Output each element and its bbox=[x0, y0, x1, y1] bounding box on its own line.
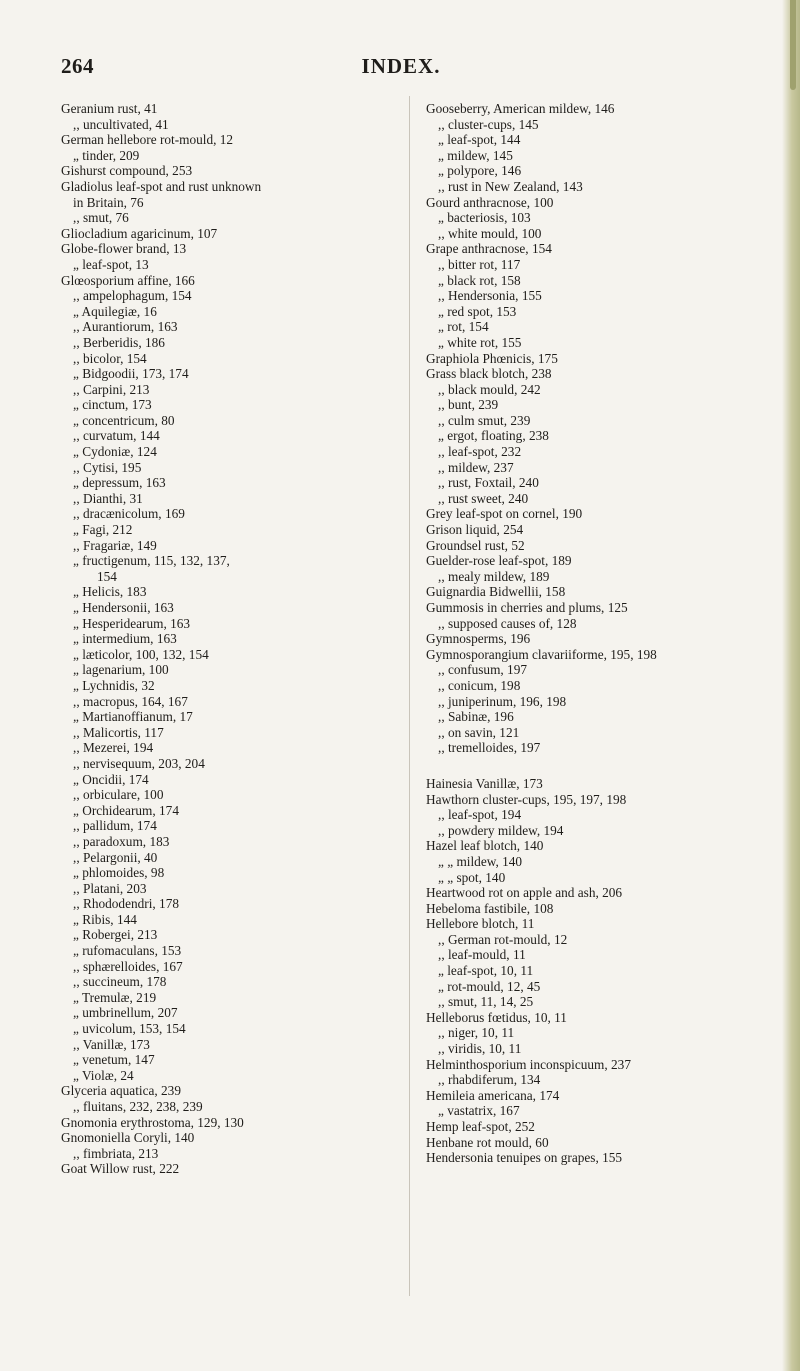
index-subentry: „ Martianoffianum, 17 bbox=[73, 709, 193, 725]
index-subentry: ,, rust, Foxtail, 240 bbox=[438, 475, 539, 491]
index-entry: Guignardia Bidwellii, 158 bbox=[426, 584, 566, 600]
index-subentry: „ Violæ, 24 bbox=[73, 1067, 134, 1083]
index-subentry: „ white rot, 155 bbox=[438, 334, 522, 350]
index-subentry: „ leaf-spot, 144 bbox=[438, 132, 521, 148]
index-entry: Gourd anthracnose, 100 bbox=[426, 194, 554, 210]
index-subentry: ,, Sabinæ, 196 bbox=[438, 709, 514, 725]
index-subentry: „ Helicis, 183 bbox=[73, 584, 147, 600]
index-entry: Hawthorn cluster-cups, 195, 197, 198 bbox=[426, 791, 627, 807]
index-entry: Gymnosporangium clavariiforme, 195, 198 bbox=[426, 646, 657, 662]
index-entry: Guelder-rose leaf-spot, 189 bbox=[426, 553, 572, 569]
index-subentry: ,, Aurantiorum, 163 bbox=[73, 319, 178, 335]
index-subentry: ,, rust in New Zealand, 143 bbox=[438, 178, 583, 194]
index-subentry: ,, leaf-spot, 194 bbox=[438, 807, 522, 823]
index-subentry: ,, German rot-mould, 12 bbox=[438, 931, 568, 947]
index-subentry: „ red spot, 153 bbox=[438, 303, 517, 319]
index-subentry: ,, Vanillæ, 173 bbox=[73, 1036, 150, 1052]
index-subentry: ,, bunt, 239 bbox=[438, 397, 499, 413]
index-subentry: ,, white mould, 100 bbox=[438, 225, 542, 241]
index-subentry: ,, Fragariæ, 149 bbox=[73, 537, 157, 553]
page-edge-mark bbox=[790, 0, 796, 90]
index-entry: Grey leaf-spot on cornel, 190 bbox=[426, 506, 583, 522]
index-subentry: ,, uncultivated, 41 bbox=[73, 116, 169, 132]
index-subentry: ,, bitter rot, 117 bbox=[438, 256, 521, 272]
index-subentry: ,, macropus, 164, 167 bbox=[73, 693, 188, 709]
page-header bbox=[61, 54, 741, 84]
index-subentry: ,, curvatum, 144 bbox=[73, 428, 160, 444]
index-subentry: „ leaf-spot, 13 bbox=[73, 256, 149, 272]
index-subentry: „ „ mildew, 140 bbox=[438, 853, 523, 869]
index-entry: Grass black blotch, 238 bbox=[426, 366, 552, 382]
index-entry: Hazel leaf blotch, 140 bbox=[426, 838, 544, 854]
index-subentry: ,, leaf-mould, 11 bbox=[438, 947, 526, 963]
page-number: 264 bbox=[61, 54, 94, 78]
index-entry: Gnomonia erythrostoma, 129, 130 bbox=[61, 1114, 244, 1130]
index-subentry: „ lagenarium, 100 bbox=[73, 662, 169, 678]
index-subentry: „ ergot, floating, 238 bbox=[438, 428, 549, 444]
index-subentry: 154 bbox=[97, 568, 117, 584]
index-subentry: ,, viridis, 10, 11 bbox=[438, 1041, 522, 1057]
section-gap bbox=[426, 756, 766, 776]
index-subentry: ,, Rhododendri, 178 bbox=[73, 896, 179, 912]
index-entry: Gummosis in cherries and plums, 125 bbox=[426, 600, 628, 615]
index-subentry: ,, bicolor, 154 bbox=[73, 350, 147, 366]
running-title: INDEX. bbox=[361, 54, 441, 78]
index-entry: Heartwood rot on apple and ash, 206 bbox=[426, 885, 623, 901]
index-subentry: „ vastatrix, 167 bbox=[438, 1103, 520, 1119]
index-subentry: „ rot, 154 bbox=[438, 319, 489, 335]
index-subentry: ,, paradoxum, 183 bbox=[73, 833, 170, 849]
index-entry: Goat Willow rust, 222 bbox=[61, 1161, 180, 1177]
index-subentry: ,, dracænicolum, 169 bbox=[73, 506, 185, 522]
index-subentry: ,, supposed causes of, 128 bbox=[438, 615, 577, 631]
index-subentry: ,, smut, 76 bbox=[73, 210, 129, 226]
index-subentry: ,, conicum, 198 bbox=[438, 677, 521, 693]
index-entry: Glyceria aquatica, 239 bbox=[61, 1083, 181, 1099]
index-entry: Helleborus fœtidus, 10, 11 bbox=[426, 1009, 567, 1025]
column-divider bbox=[409, 96, 410, 1296]
index-entry: Gnomoniella Coryli, 140 bbox=[61, 1130, 195, 1146]
index-subentry: „ fructigenum, 115, 132, 137, bbox=[73, 553, 230, 569]
index-subentry: ,, fimbriata, 213 bbox=[73, 1145, 159, 1161]
index-subentry: ,, Platani, 203 bbox=[73, 880, 147, 896]
index-subentry: ,, Malicortis, 117 bbox=[73, 724, 164, 740]
index-entry: Gishurst compound, 253 bbox=[61, 163, 193, 179]
index-subentry: ,, Carpini, 213 bbox=[73, 381, 150, 397]
index-entry: Glœosporium affine, 166 bbox=[61, 272, 195, 288]
index-subentry: ,, Mezerei, 194 bbox=[73, 740, 154, 756]
index-subentry: ,, tremelloides, 197 bbox=[438, 740, 541, 756]
index-entry: Hemileia americana, 174 bbox=[426, 1087, 560, 1103]
index-subentry: ,, smut, 11, 14, 25 bbox=[438, 994, 534, 1010]
index-subentry: „ Robergei, 213 bbox=[73, 927, 158, 943]
index-subentry: „ rufomaculans, 153 bbox=[73, 943, 182, 959]
index-subentry: „ venetum, 147 bbox=[73, 1052, 155, 1068]
index-column-right bbox=[426, 101, 766, 1166]
index-subentry: „ tinder, 209 bbox=[73, 147, 140, 163]
index-subentry: ,, Cytisi, 195 bbox=[73, 459, 142, 475]
index-entry: Hainesia Vanillæ, 173 bbox=[426, 775, 543, 791]
index-subentry: „ phlomoides, 98 bbox=[73, 865, 165, 881]
index-subentry: ,, rhabdiferum, 134 bbox=[438, 1072, 541, 1088]
page-edge bbox=[782, 0, 800, 1371]
index-subentry: ,, black mould, 242 bbox=[438, 381, 541, 397]
index-subentry: „ polypore, 146 bbox=[438, 163, 522, 179]
index-subentry: ,, rust sweet, 240 bbox=[438, 490, 529, 506]
index-subentry: „ Hendersonii, 163 bbox=[73, 600, 174, 615]
index-entry: Henbane rot mould, 60 bbox=[426, 1134, 549, 1150]
index-entry: Graphiola Phœnicis, 175 bbox=[426, 350, 558, 366]
index-subentry: „ leaf-spot, 10, 11 bbox=[438, 963, 534, 979]
index-subentry: „ Oncidii, 174 bbox=[73, 771, 149, 787]
index-subentry: „ concentricum, 80 bbox=[73, 412, 175, 428]
index-subentry: „ læticolor, 100, 132, 154 bbox=[73, 646, 209, 662]
index-subentry: „ umbrinellum, 207 bbox=[73, 1005, 178, 1021]
index-subentry: in Britain, 76 bbox=[73, 194, 144, 210]
index-subentry: ,, Pelargonii, 40 bbox=[73, 849, 158, 865]
index-entry: Gliocladium agaricinum, 107 bbox=[61, 225, 218, 241]
index-entry: Hellebore blotch, 11 bbox=[426, 916, 535, 932]
index-subentry: ,, sphærelloides, 167 bbox=[73, 958, 183, 974]
index-subentry: „ mildew, 145 bbox=[438, 147, 513, 163]
index-subentry: ,, succineum, 178 bbox=[73, 974, 167, 990]
index-entry: Gymnosperms, 196 bbox=[426, 631, 531, 647]
index-subentry: „ intermedium, 163 bbox=[73, 631, 177, 647]
index-entry: Grison liquid, 254 bbox=[426, 522, 524, 538]
index-subentry: ,, culm smut, 239 bbox=[438, 412, 531, 428]
index-subentry: „ bacteriosis, 103 bbox=[438, 210, 531, 226]
index-subentry: ,, pallidum, 174 bbox=[73, 818, 157, 834]
index-entry: Helminthosporium inconspicuum, 237 bbox=[426, 1056, 631, 1072]
index-subentry: ,, ampelophagum, 154 bbox=[73, 288, 192, 304]
index-subentry: ,, orbiculare, 100 bbox=[73, 787, 164, 803]
index-entry: Geranium rust, 41 bbox=[61, 101, 158, 116]
index-subentry: „ Orchidearum, 174 bbox=[73, 802, 179, 818]
index-subentry: ,, mildew, 237 bbox=[438, 459, 514, 475]
index-entry: Groundsel rust, 52 bbox=[426, 537, 525, 553]
index-subentry: „ Fagi, 212 bbox=[73, 522, 133, 538]
index-subentry: „ cinctum, 173 bbox=[73, 397, 152, 413]
index-entry: Gladiolus leaf-spot and rust unknown bbox=[61, 178, 262, 194]
index-subentry: „ Cydoniæ, 124 bbox=[73, 444, 157, 460]
index-subentry: „ Hesperidearum, 163 bbox=[73, 615, 191, 631]
index-subentry: ,, mealy mildew, 189 bbox=[438, 568, 550, 584]
index-column-left bbox=[61, 101, 399, 1177]
index-subentry: „ Lychnidis, 32 bbox=[73, 677, 155, 693]
index-subentry: „ Bidgoodii, 173, 174 bbox=[73, 366, 189, 382]
index-subentry: ,, confusum, 197 bbox=[438, 662, 528, 678]
index-subentry: „ uvicolum, 153, 154 bbox=[73, 1021, 186, 1037]
index-subentry: „ „ spot, 140 bbox=[438, 869, 506, 885]
index-subentry: „ Aquilegiæ, 16 bbox=[73, 303, 157, 319]
index-subentry: „ Tremulæ, 219 bbox=[73, 989, 157, 1005]
index-entry: Globe-flower brand, 13 bbox=[61, 241, 187, 257]
index-subentry: ,, on savin, 121 bbox=[438, 724, 520, 740]
index-entry: Grape anthracnose, 154 bbox=[426, 241, 552, 257]
index-subentry: ,, leaf-spot, 232 bbox=[438, 444, 522, 460]
index-subentry: ,, nervisequum, 203, 204 bbox=[73, 755, 205, 771]
index-subentry: „ Ribis, 144 bbox=[73, 911, 137, 927]
index-entry: Hemp leaf-spot, 252 bbox=[426, 1119, 535, 1134]
index-subentry: ,, Dianthi, 31 bbox=[73, 490, 143, 506]
index-subentry: ,, powdery mildew, 194 bbox=[438, 822, 564, 838]
index-entry: German hellebore rot-mould, 12 bbox=[61, 132, 234, 148]
index-subentry: ,, fluitans, 232, 238, 239 bbox=[73, 1099, 203, 1114]
index-subentry: ,, cluster-cups, 145 bbox=[438, 116, 539, 132]
index-subentry: ,, juniperinum, 196, 198 bbox=[438, 693, 567, 709]
index-entry: Hendersonia tenuipes on grapes, 155 bbox=[426, 1150, 623, 1166]
index-entry: Gooseberry, American mildew, 146 bbox=[426, 101, 615, 116]
index-subentry: ,, Berberidis, 186 bbox=[73, 334, 165, 350]
index-subentry: „ rot-mould, 12, 45 bbox=[438, 978, 541, 994]
index-subentry: „ black rot, 158 bbox=[438, 272, 521, 288]
index-subentry: ,, Hendersonia, 155 bbox=[438, 288, 542, 304]
index-subentry: „ depressum, 163 bbox=[73, 475, 166, 491]
index-subentry: ,, niger, 10, 11 bbox=[438, 1025, 515, 1041]
index-entry: Hebeloma fastibile, 108 bbox=[426, 900, 554, 916]
